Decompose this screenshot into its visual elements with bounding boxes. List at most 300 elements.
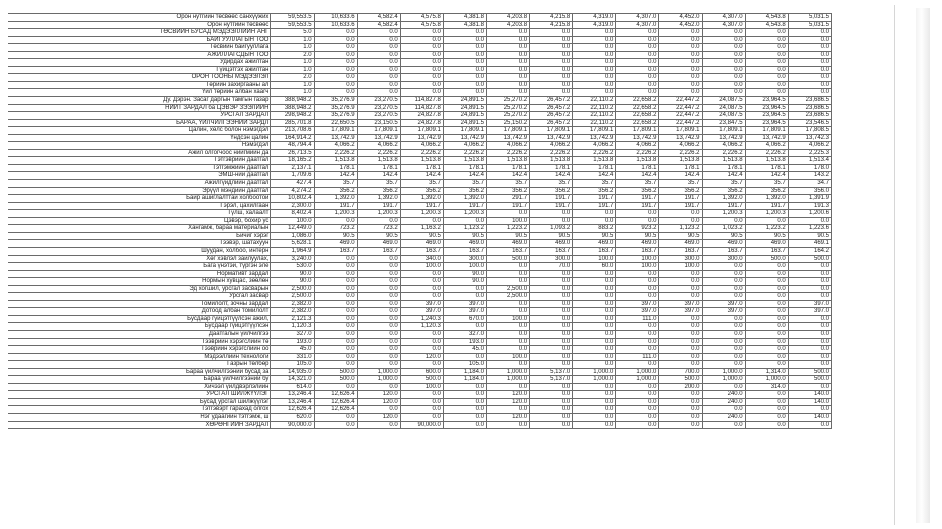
month-value-cell: 300.0	[659, 255, 702, 263]
table-row	[8, 263, 832, 271]
month-value-cell: 4,066.2	[530, 142, 573, 150]
month-value-cell: 0.0	[659, 210, 702, 218]
month-value-cell: 500.0	[486, 255, 529, 263]
month-value-cell: 0.0	[573, 270, 616, 278]
month-value-cell: 24,891.5	[443, 97, 486, 105]
table-row	[8, 164, 832, 172]
month-value-cell: 17,808.5	[788, 127, 831, 135]
month-value-cell: 500.0	[788, 255, 831, 263]
month-value-cell: 240.0	[702, 413, 745, 421]
month-value-cell: 100.0	[400, 263, 443, 271]
month-value-cell: 0.0	[400, 74, 443, 82]
month-value-cell: 500.0	[314, 376, 357, 384]
month-value-cell: 13,742.9	[400, 134, 443, 142]
month-value-cell: 0.0	[702, 315, 745, 323]
month-value-cell: 2,226.2	[400, 149, 443, 157]
month-value-cell: 0.0	[659, 391, 702, 399]
month-value-cell: 178.1	[314, 164, 357, 172]
month-value-cell: 0.0	[745, 413, 788, 421]
month-value-cell: 469.0	[530, 240, 573, 248]
month-value-cell: 0.0	[443, 217, 486, 225]
month-value-cell: 178.1	[443, 164, 486, 172]
month-value-cell: 120.0	[486, 391, 529, 399]
month-value-cell: 0.0	[702, 361, 745, 369]
month-value-cell: 0.0	[314, 263, 357, 271]
month-value-cell: 469.0	[702, 240, 745, 248]
month-value-cell: 0.0	[659, 421, 702, 429]
month-value-cell: 120.0	[400, 353, 443, 361]
month-value-cell: 0.0	[530, 51, 573, 59]
table-row	[8, 413, 832, 421]
annual-total-cell: 2.0	[271, 74, 314, 82]
month-value-cell: 90.5	[443, 232, 486, 240]
month-value-cell: 356.2	[659, 187, 702, 195]
annual-total-cell: 12,449.0	[271, 225, 314, 233]
month-value-cell: 0.0	[788, 29, 831, 37]
month-value-cell: 191.7	[357, 202, 400, 210]
month-value-cell: 0.0	[530, 217, 573, 225]
budget-table	[8, 13, 832, 429]
month-value-cell: 2,500.0	[486, 293, 529, 301]
month-value-cell: 356.0	[788, 187, 831, 195]
month-value-cell: 178.1	[702, 164, 745, 172]
month-value-cell: 600.0	[400, 368, 443, 376]
month-value-cell: 0.0	[486, 270, 529, 278]
page-edge-line	[894, 5, 895, 525]
month-value-cell: 4,582.4	[357, 14, 400, 22]
month-value-cell: 13,742.9	[314, 134, 357, 142]
month-value-cell: 100.0	[486, 353, 529, 361]
annual-total-cell: 5.0	[271, 29, 314, 37]
month-value-cell: 397.0	[443, 308, 486, 316]
month-value-cell: 0.0	[486, 36, 529, 44]
month-value-cell: 0.0	[702, 353, 745, 361]
month-value-cell: 163.7	[745, 247, 788, 255]
row-label: Байр ашиглалттай холбоотой	[8, 195, 271, 203]
month-value-cell: 90,000.0	[400, 421, 443, 429]
month-value-cell: 120.0	[357, 398, 400, 406]
row-label: Түлш, халаалт	[8, 210, 271, 218]
table-row	[8, 293, 832, 301]
month-value-cell: 163.7	[616, 247, 659, 255]
month-value-cell: 0.0	[745, 44, 788, 52]
month-value-cell: 0.0	[702, 89, 745, 97]
month-value-cell: 1,000.0	[357, 376, 400, 384]
month-value-cell: 500.0	[659, 376, 702, 384]
month-value-cell: 24,827.8	[400, 119, 443, 127]
annual-total-cell: 13,246.4	[271, 391, 314, 399]
annual-total-cell: 1.0	[271, 36, 314, 44]
table-row	[8, 346, 832, 354]
month-value-cell: 0.0	[530, 270, 573, 278]
month-value-cell: 0.0	[573, 383, 616, 391]
table-row	[8, 361, 832, 369]
month-value-cell: 13,742.9	[702, 134, 745, 142]
month-value-cell: 90.5	[616, 232, 659, 240]
month-value-cell: 0.0	[616, 293, 659, 301]
page-edge-shadow	[916, 8, 930, 523]
month-value-cell: 35.7	[400, 180, 443, 188]
month-value-cell: 0.0	[573, 293, 616, 301]
month-value-cell: 1,513.8	[400, 157, 443, 165]
month-value-cell: 0.0	[573, 300, 616, 308]
month-value-cell: 0.0	[702, 29, 745, 37]
month-value-cell: 1,513.8	[573, 157, 616, 165]
month-value-cell: 23,270.5	[357, 112, 400, 120]
month-value-cell: 0.0	[357, 74, 400, 82]
table-row	[8, 127, 832, 135]
table-row	[8, 383, 832, 391]
budget-spreadsheet	[14, 13, 890, 517]
row-label: Эрүүл мэндийн даатгал	[8, 187, 271, 195]
month-value-cell: 2,500.0	[486, 285, 529, 293]
annual-total-cell: 1.0	[271, 66, 314, 74]
month-value-cell: 0.0	[616, 346, 659, 354]
month-value-cell: 4,066.2	[400, 142, 443, 150]
month-value-cell: 0.0	[443, 323, 486, 331]
month-value-cell: 1,123.2	[659, 225, 702, 233]
month-value-cell: 0.0	[659, 44, 702, 52]
month-value-cell: 35.7	[573, 180, 616, 188]
month-value-cell: 0.0	[530, 300, 573, 308]
month-value-cell: 0.0	[788, 346, 831, 354]
month-value-cell: 0.0	[314, 293, 357, 301]
table-row	[8, 240, 832, 248]
row-label: Тээврийн хэрэгслийн оо	[8, 346, 271, 354]
month-value-cell: 191.7	[573, 195, 616, 203]
month-value-cell: 0.0	[788, 285, 831, 293]
month-value-cell: 0.0	[443, 59, 486, 67]
month-value-cell: 90.5	[486, 232, 529, 240]
month-value-cell: 4,203.8	[486, 21, 529, 29]
table-row	[8, 142, 832, 150]
month-value-cell: 1,513.8	[486, 157, 529, 165]
month-value-cell: 5,031.5	[788, 14, 831, 22]
table-row	[8, 376, 832, 384]
month-value-cell: 23,686.5	[788, 97, 831, 105]
row-label: АЖИЛЛАГСДЫН ТОО	[8, 51, 271, 59]
month-value-cell: 300.0	[443, 255, 486, 263]
month-value-cell: 35.7	[659, 180, 702, 188]
month-value-cell: 1,000.0	[702, 368, 745, 376]
annual-total-cell: 90,000.0	[271, 421, 314, 429]
month-value-cell: 90.5	[745, 232, 788, 240]
month-value-cell: 0.0	[573, 391, 616, 399]
month-value-cell: 0.0	[702, 44, 745, 52]
month-value-cell: 0.0	[745, 217, 788, 225]
month-value-cell: 0.0	[659, 361, 702, 369]
month-value-cell: 111.0	[616, 315, 659, 323]
month-value-cell: 0.0	[616, 81, 659, 89]
month-value-cell: 4,452.0	[659, 21, 702, 29]
month-value-cell: 191.7	[702, 202, 745, 210]
month-value-cell: 142.4	[314, 172, 357, 180]
month-value-cell: 0.0	[659, 353, 702, 361]
annual-total-cell: 1.0	[271, 89, 314, 97]
month-value-cell: 0.0	[400, 29, 443, 37]
table-row	[8, 315, 832, 323]
month-value-cell: 24,891.5	[443, 119, 486, 127]
month-value-cell: 0.0	[659, 406, 702, 414]
month-value-cell: 0.0	[530, 293, 573, 301]
month-value-cell: 0.0	[745, 89, 788, 97]
month-value-cell: 12,626.4	[314, 406, 357, 414]
row-label: Бичиг хэрэг	[8, 232, 271, 240]
month-value-cell: 0.0	[745, 315, 788, 323]
month-value-cell: 4,066.2	[486, 142, 529, 150]
month-value-cell: 0.0	[573, 353, 616, 361]
month-value-cell: 22,447.2	[659, 97, 702, 105]
table-row	[8, 338, 832, 346]
month-value-cell: 1,513.8	[357, 157, 400, 165]
month-value-cell: 24,891.5	[443, 112, 486, 120]
annual-total-cell: 2,300.0	[271, 202, 314, 210]
annual-total-cell: 5,628.1	[271, 240, 314, 248]
month-value-cell: 0.0	[616, 383, 659, 391]
month-value-cell: 0.0	[486, 89, 529, 97]
month-value-cell: 0.0	[530, 361, 573, 369]
month-value-cell: 0.0	[702, 59, 745, 67]
month-value-cell: 1,513.8	[659, 157, 702, 165]
month-value-cell: 0.0	[616, 74, 659, 82]
row-label: Цэвэр, бохир ус	[8, 217, 271, 225]
month-value-cell: 26,457.2	[530, 97, 573, 105]
month-value-cell: 0.0	[659, 293, 702, 301]
table-body	[8, 14, 832, 429]
annual-total-cell: 1,964.9	[271, 247, 314, 255]
month-value-cell: 0.0	[573, 81, 616, 89]
table-row	[8, 232, 832, 240]
row-label: Нэмэгдэл	[8, 142, 271, 150]
month-value-cell: 4,203.8	[486, 14, 529, 22]
row-label: Эд хогшил, урсгал засварын	[8, 285, 271, 293]
month-value-cell: 22,447.2	[659, 104, 702, 112]
table-row	[8, 217, 832, 225]
month-value-cell: 13,742.9	[616, 134, 659, 142]
month-value-cell: 178.0	[788, 164, 831, 172]
month-value-cell: 0.0	[530, 398, 573, 406]
month-value-cell: 0.0	[314, 217, 357, 225]
month-value-cell: 0.0	[314, 285, 357, 293]
month-value-cell: 469.0	[659, 240, 702, 248]
month-value-cell: 4,582.4	[357, 21, 400, 29]
row-label: Газрын төлбөр	[8, 361, 271, 369]
month-value-cell: 0.0	[400, 398, 443, 406]
month-value-cell: 4,215.8	[530, 21, 573, 29]
month-value-cell: 0.0	[788, 89, 831, 97]
month-value-cell: 0.0	[400, 89, 443, 97]
month-value-cell: 178.1	[616, 164, 659, 172]
month-value-cell: 22,658.2	[616, 97, 659, 105]
month-value-cell: 1,000.0	[486, 376, 529, 384]
month-value-cell: 397.0	[788, 300, 831, 308]
month-value-cell: 469.0	[400, 240, 443, 248]
month-value-cell: 120.0	[486, 398, 529, 406]
month-value-cell: 0.0	[357, 66, 400, 74]
month-value-cell: 24,891.5	[443, 104, 486, 112]
month-value-cell: 1,200.3	[314, 210, 357, 218]
annual-total-cell: 213,708.6	[271, 127, 314, 135]
month-value-cell: 0.0	[314, 270, 357, 278]
annual-total-cell: 59,553.5	[271, 14, 314, 22]
month-value-cell: 1,513.8	[443, 157, 486, 165]
month-value-cell: 300.0	[702, 255, 745, 263]
row-label: Удирдах ажилтан	[8, 59, 271, 67]
table-row	[8, 51, 832, 59]
month-value-cell: 0.0	[573, 338, 616, 346]
month-value-cell: 0.0	[788, 36, 831, 44]
month-value-cell: 23,546.5	[788, 119, 831, 127]
row-label: Урсгал засвар	[8, 293, 271, 301]
month-value-cell: 0.0	[788, 330, 831, 338]
row-label: НИЙТ ЗАРДАЛ ба ЦЭВЭР ЗЭЭЛИЙН	[8, 104, 271, 112]
row-label: Нормативт зардал	[8, 270, 271, 278]
month-value-cell: 0.0	[314, 66, 357, 74]
month-value-cell: 17,809.1	[486, 127, 529, 135]
month-value-cell: 163.7	[314, 247, 357, 255]
month-value-cell: 0.0	[659, 278, 702, 286]
table-row	[8, 368, 832, 376]
month-value-cell: 178.1	[357, 164, 400, 172]
month-value-cell: 0.0	[788, 81, 831, 89]
month-value-cell: 25,270.2	[486, 104, 529, 112]
month-value-cell: 22,110.2	[573, 97, 616, 105]
month-value-cell: 0.0	[573, 89, 616, 97]
month-value-cell: 0.0	[573, 210, 616, 218]
month-value-cell: 0.0	[314, 346, 357, 354]
month-value-cell: 1,223.6	[788, 225, 831, 233]
month-value-cell: 0.0	[400, 330, 443, 338]
month-value-cell: 0.0	[357, 29, 400, 37]
month-value-cell: 2,226.2	[530, 149, 573, 157]
annual-total-cell: 1.0	[271, 59, 314, 67]
month-value-cell: 35.7	[486, 180, 529, 188]
month-value-cell: 0.0	[788, 315, 831, 323]
month-value-cell: 0.0	[530, 210, 573, 218]
month-value-cell: 0.0	[659, 217, 702, 225]
month-value-cell: 1,392.0	[443, 195, 486, 203]
month-value-cell: 0.0	[616, 59, 659, 67]
table-row	[8, 81, 832, 89]
month-value-cell: 0.0	[530, 29, 573, 37]
month-value-cell: 0.0	[486, 338, 529, 346]
month-value-cell: 193.0	[443, 338, 486, 346]
month-value-cell: 13,742.9	[573, 134, 616, 142]
month-value-cell: 0.0	[443, 421, 486, 429]
row-label: ТӨСВИЙН БУСАД МЭДЭЭЛЛИЙН АНГ	[8, 29, 271, 37]
month-value-cell: 4,066.2	[314, 142, 357, 150]
month-value-cell: 0.0	[745, 263, 788, 271]
month-value-cell: 0.0	[314, 59, 357, 67]
month-value-cell: 1,314.0	[745, 368, 788, 376]
month-value-cell: 0.0	[788, 44, 831, 52]
month-value-cell: 0.0	[443, 36, 486, 44]
month-value-cell: 0.0	[788, 338, 831, 346]
month-value-cell: 0.0	[400, 278, 443, 286]
month-value-cell: 0.0	[486, 59, 529, 67]
month-value-cell: 23,964.5	[745, 104, 788, 112]
month-value-cell: 0.0	[357, 315, 400, 323]
month-value-cell: 1,391.9	[788, 195, 831, 203]
month-value-cell: 0.0	[788, 51, 831, 59]
month-value-cell: 17,809.1	[702, 127, 745, 135]
annual-total-cell: 620.0	[271, 413, 314, 421]
month-value-cell: 0.0	[573, 285, 616, 293]
month-value-cell: 314.0	[745, 383, 788, 391]
month-value-cell: 0.0	[357, 285, 400, 293]
month-value-cell: 0.0	[788, 361, 831, 369]
month-value-cell: 22,658.2	[616, 104, 659, 112]
row-label: Шуудан, холбоо, интерн	[8, 247, 271, 255]
month-value-cell: 35.7	[616, 180, 659, 188]
table-row	[8, 353, 832, 361]
month-value-cell: 397.0	[788, 308, 831, 316]
month-value-cell: 0.0	[745, 74, 788, 82]
month-value-cell: 0.0	[702, 217, 745, 225]
month-value-cell: 0.0	[530, 353, 573, 361]
month-value-cell: 0.0	[745, 300, 788, 308]
month-value-cell: 1,392.0	[357, 195, 400, 203]
month-value-cell: 191.7	[530, 202, 573, 210]
month-value-cell: 105.0	[443, 361, 486, 369]
month-value-cell: 90.5	[400, 232, 443, 240]
month-value-cell: 0.0	[400, 81, 443, 89]
month-value-cell: 1,000.0	[486, 368, 529, 376]
month-value-cell: 2,226.2	[573, 149, 616, 157]
month-value-cell: 4,575.8	[400, 21, 443, 29]
month-value-cell: 0.0	[486, 346, 529, 354]
month-value-cell: 0.0	[357, 361, 400, 369]
month-value-cell: 2,225.3	[788, 149, 831, 157]
month-value-cell: 0.0	[314, 29, 357, 37]
month-value-cell: 2,226.2	[616, 149, 659, 157]
month-value-cell: 0.0	[659, 51, 702, 59]
month-value-cell: 0.0	[702, 293, 745, 301]
month-value-cell: 0.0	[400, 66, 443, 74]
month-value-cell: 0.0	[530, 81, 573, 89]
row-label: Гэрэл, цахилгаан	[8, 202, 271, 210]
month-value-cell: 356.2	[443, 187, 486, 195]
annual-total-cell: 90.0	[271, 270, 314, 278]
month-value-cell: 0.0	[573, 66, 616, 74]
month-value-cell: 178.1	[530, 164, 573, 172]
month-value-cell: 0.0	[530, 89, 573, 97]
month-value-cell: 356.2	[486, 187, 529, 195]
month-value-cell: 500.0	[314, 368, 357, 376]
month-value-cell: 22,110.2	[573, 112, 616, 120]
month-value-cell: 240.0	[702, 398, 745, 406]
month-value-cell: 0.0	[745, 398, 788, 406]
month-value-cell: 191.7	[443, 202, 486, 210]
month-value-cell: 191.7	[400, 202, 443, 210]
annual-total-cell: 1,120.3	[271, 323, 314, 331]
row-label: Хангамж, бараа материалын	[8, 225, 271, 233]
month-value-cell: 90.5	[702, 232, 745, 240]
month-value-cell: 4,215.8	[530, 14, 573, 22]
row-label: Бусад урсгал шилжүүлэг	[8, 398, 271, 406]
month-value-cell: 0.0	[745, 270, 788, 278]
month-value-cell: 178.1	[400, 164, 443, 172]
month-value-cell: 1,163.2	[400, 225, 443, 233]
table-row	[8, 104, 832, 112]
month-value-cell: 0.0	[314, 278, 357, 286]
month-value-cell: 723.2	[314, 225, 357, 233]
month-value-cell: 142.4	[357, 172, 400, 180]
month-value-cell: 0.0	[702, 81, 745, 89]
annual-total-cell: 614.0	[271, 383, 314, 391]
month-value-cell: 0.0	[616, 391, 659, 399]
month-value-cell: 13,742.9	[357, 134, 400, 142]
